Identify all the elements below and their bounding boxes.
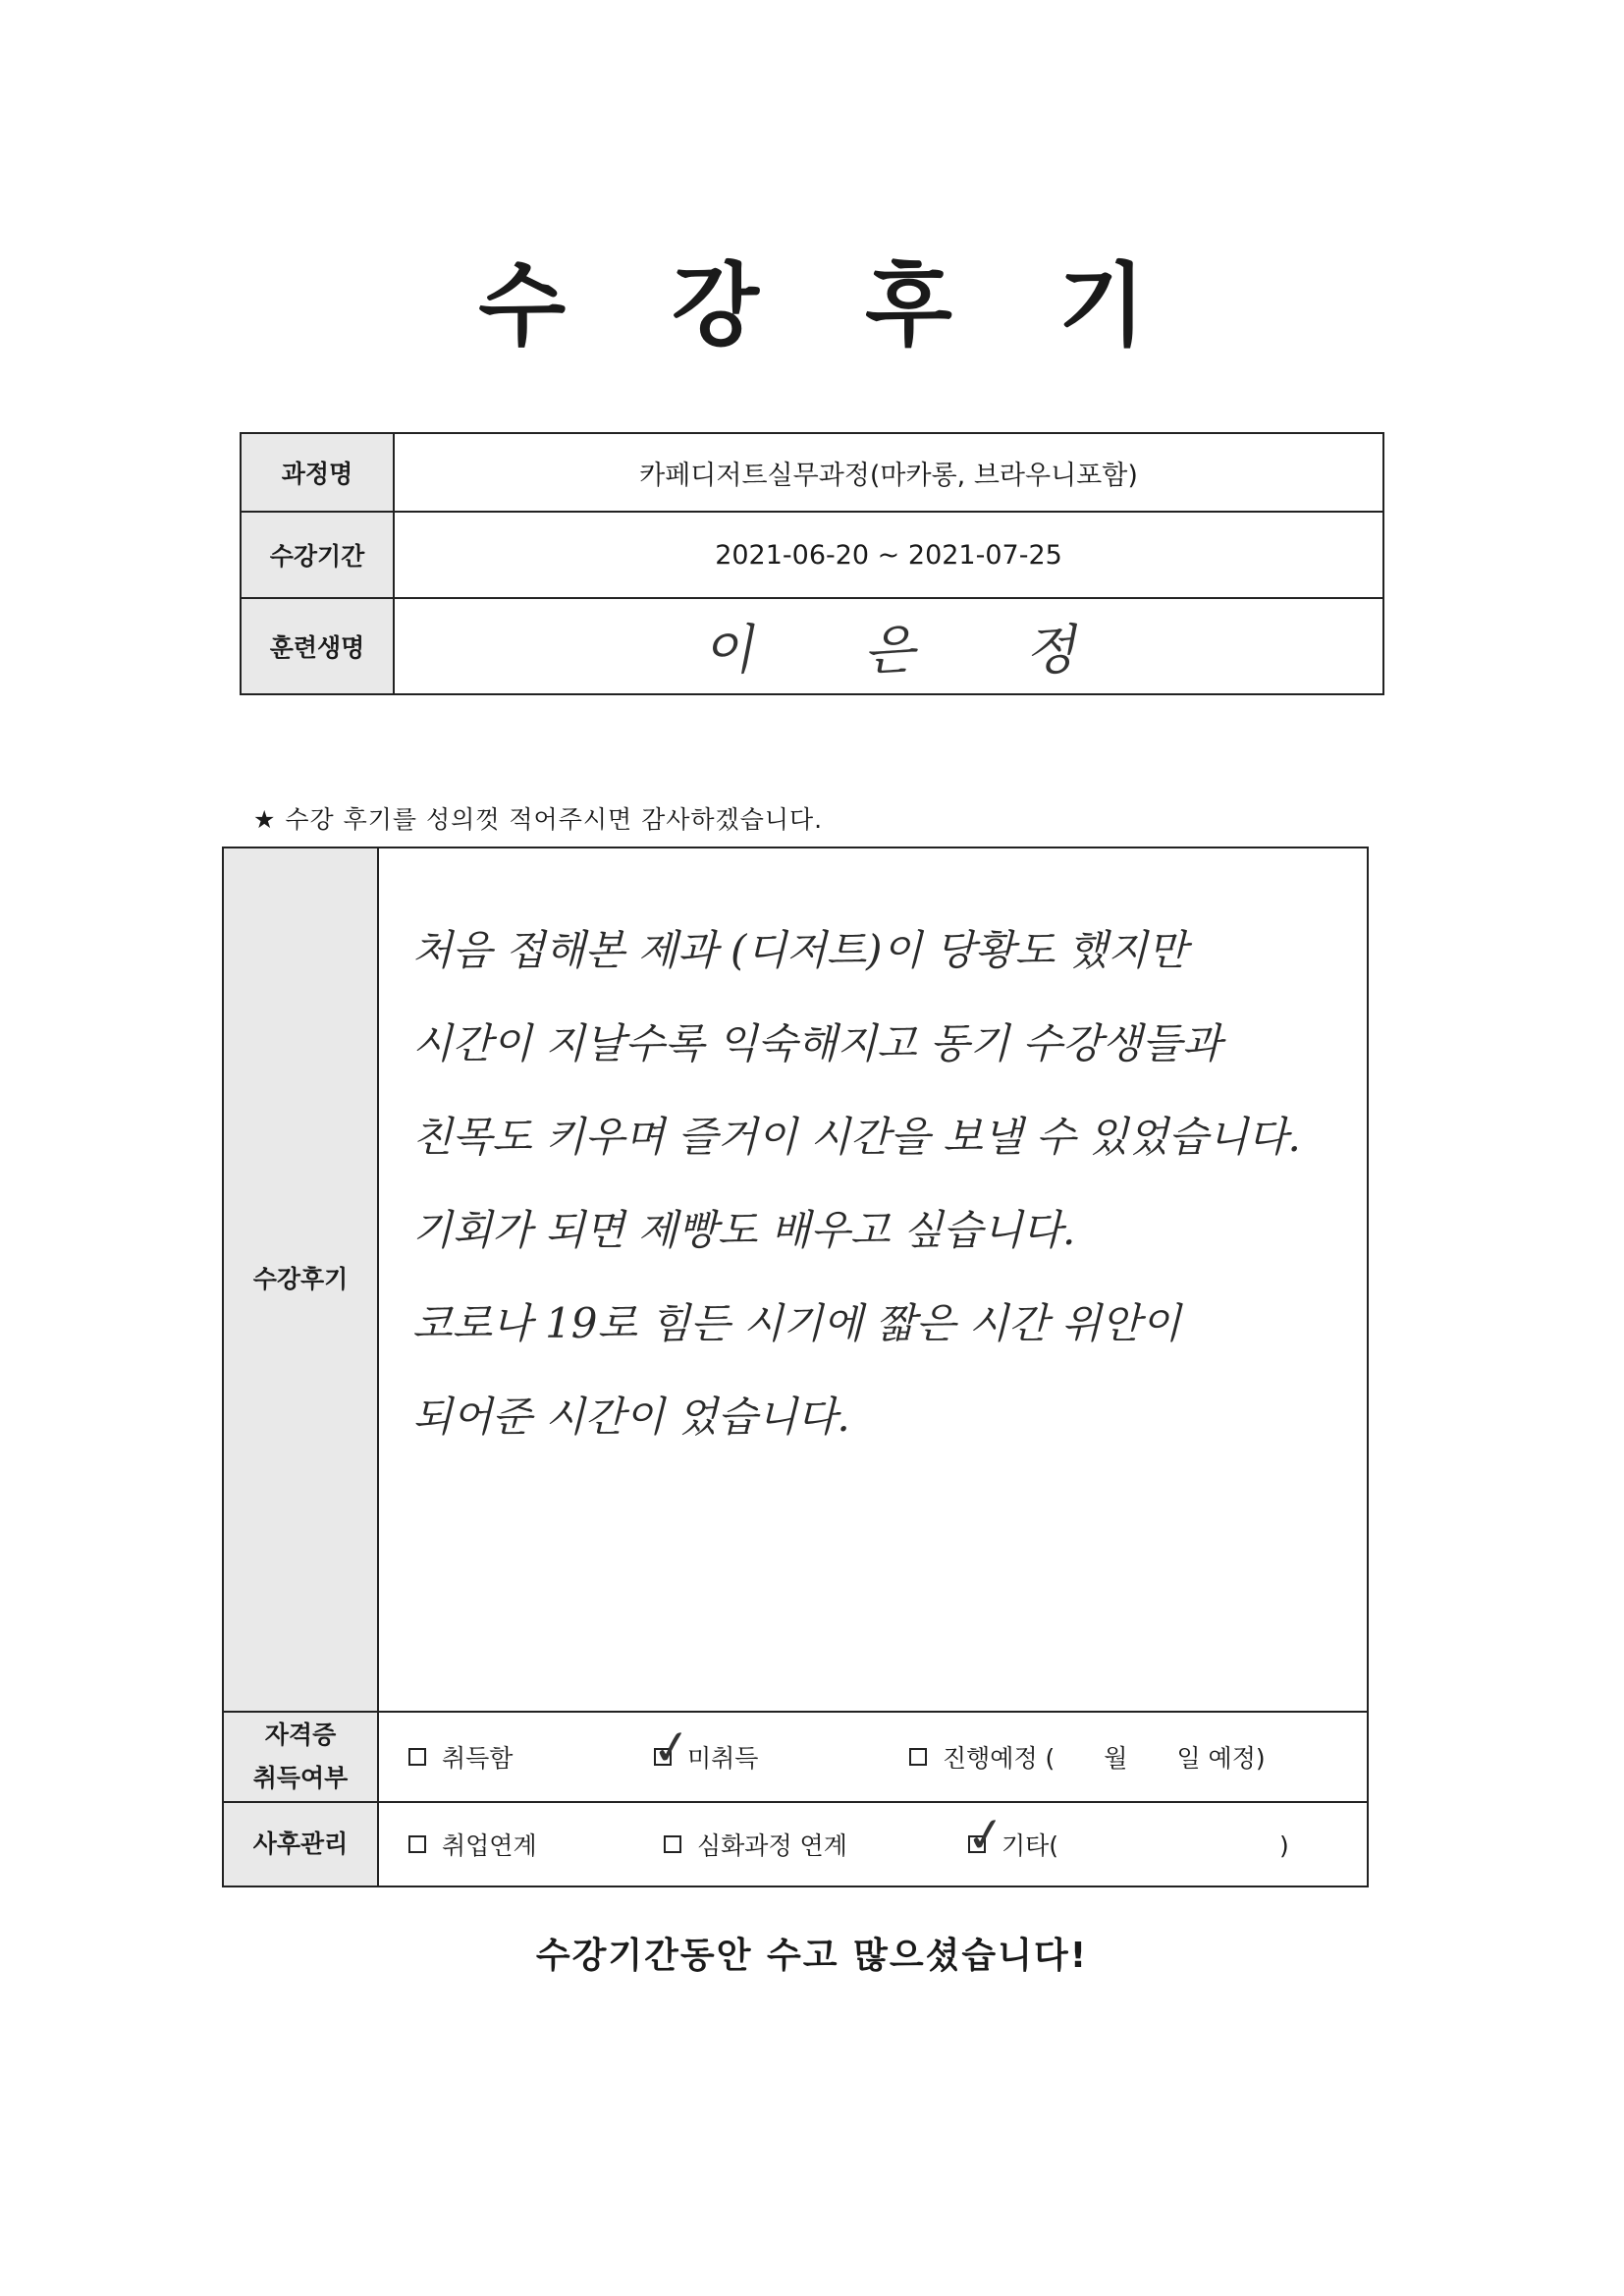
trainee-name-char: 정 [1022,618,1078,683]
checkbox-icon[interactable] [408,1835,426,1853]
checkbox-icon[interactable] [909,1748,927,1766]
checkbox-icon[interactable] [408,1748,426,1766]
trainee-name-handwritten [395,599,1382,693]
period-value: 2021-06-20 ~ 2021-07-25 [715,539,1062,571]
certification-label-line: 취득여부 [252,1764,349,1792]
aftercare-options [379,1803,1367,1886]
checkbox-icon[interactable] [962,1805,1009,1866]
option-label: 취업연계 [442,1831,537,1860]
review-handwritten-text [412,903,1345,1463]
option-in-progress[interactable] [909,1713,1266,1801]
period-label: 수강기간 [242,513,395,597]
review-line: 기회가 되면 제빵도 배우고 싶습니다. [412,1206,1076,1254]
review-line: 코로나 19로 힘든 시기에 짧은 시간 위안이 [412,1299,1181,1347]
certification-options [379,1713,1367,1801]
course-value: 카페디저트실무과정(마카롱, 브라우니포함) [639,460,1138,491]
trainee-name-label: 훈련생명 [242,599,395,693]
option-employment[interactable] [408,1803,537,1886]
review-line: 처음 접해본 제과 (디저트)이 당황도 했지만 [412,926,1188,974]
trainee-name-char: 은 [861,618,916,683]
course-info-table [240,432,1384,695]
checkbox-icon[interactable] [664,1835,681,1853]
certification-label [224,1713,379,1801]
option-label: 미취득 [687,1744,759,1773]
certification-label-line: 자격증 [264,1721,337,1749]
period-row [242,513,1382,599]
course-label: 과정명 [242,434,395,511]
review-line: 되어준 시간이 었습니다. [412,1393,850,1441]
review-label: 수강후기 [224,848,379,1711]
review-table [222,847,1369,1887]
trainee-row [242,599,1382,693]
closing-message: 수강기간동안 수고 많으셨습니다! [535,1936,1089,1976]
aftercare-label: 사후관리 [224,1803,379,1886]
page-title: 수 강 후 기 [478,253,1183,358]
review-row [224,848,1367,1713]
option-label: 기타( ) [1001,1831,1289,1860]
checkmark-icon: ✓ [962,1805,1009,1866]
option-obtained[interactable] [408,1713,513,1801]
trainee-name-char: 이 [700,618,755,683]
review-line: 시간이 지날수록 익숙해지고 동기 수강생들과 [412,1019,1222,1067]
aftercare-row [224,1803,1367,1886]
certification-row [224,1713,1367,1803]
option-label: 취득함 [442,1744,514,1773]
option-label: 심화과정 연계 [697,1831,847,1860]
option-label: 진행예정 ( 월 일 예정) [943,1744,1266,1773]
checkmark-icon: ✓ [648,1718,695,1778]
review-line: 친목도 키우며 즐거이 시간을 보낼 수 있었습니다. [412,1113,1301,1161]
notice-text: ★ 수강 후기를 성의껏 적어주시면 감사하겠습니다. [253,805,824,834]
option-other[interactable] [962,1803,1289,1886]
course-row [242,434,1382,513]
option-not-obtained[interactable] [648,1713,759,1801]
checkbox-icon[interactable] [648,1718,695,1778]
option-advanced[interactable] [664,1803,847,1886]
